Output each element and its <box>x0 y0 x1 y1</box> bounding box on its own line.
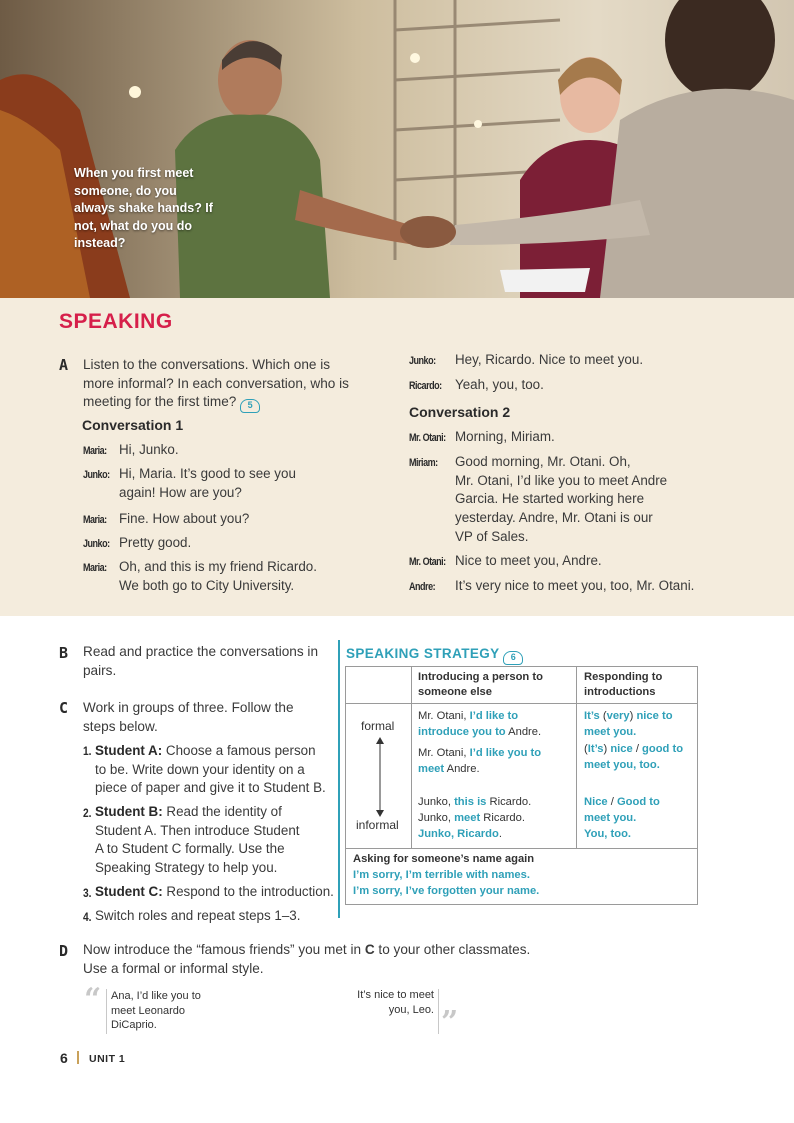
speaking-strategy-title: SPEAKING STRATEGY 6 <box>346 646 523 665</box>
formality-arrow-icon <box>374 737 386 817</box>
open-quote-icon: “ <box>84 982 102 1017</box>
informal-label: informal <box>356 818 399 832</box>
formal-label: formal <box>361 719 395 733</box>
example-speech-right: It’s nice to meet you, Leo. <box>357 989 434 1016</box>
conversation-2-title: Conversation 2 <box>409 404 511 420</box>
dialogue-line: Hi, Junko. <box>119 442 179 457</box>
speaker-label: Andre: <box>409 581 436 593</box>
audio-track-6-icon[interactable]: 6 <box>503 651 523 665</box>
step-2: Student B: Read the identity of Student A. Then introduce Student A to Student C formally. Use the Speaking Strategy to help you. <box>95 804 300 876</box>
dialogue-line: Good morning, Mr. Otani. Oh, Mr. Otani, I’d like you to meet Andre Garcia. He started working here yesterday. Andre, Mr. Otani is our VP of Sales. <box>455 454 668 544</box>
exercise-a-letter: A <box>59 356 69 374</box>
unit-label: UNIT 1 <box>89 1053 126 1065</box>
dialogue-line: Hey, Ricardo. Nice to meet you. <box>455 352 644 367</box>
audio-track-5-icon[interactable]: 5 <box>240 399 260 413</box>
step-number: 2. <box>83 806 92 820</box>
column-header-responding: Responding to introductions <box>584 671 663 698</box>
speaker-label: Junko: <box>83 469 110 481</box>
footer-separator <box>77 1051 79 1064</box>
table-divider <box>576 667 577 848</box>
step-1: Student A: Choose a famous person to be. Write down your identity on a piece of paper and give it to Student B. <box>95 743 326 796</box>
speaker-label: Mr. Otani: <box>409 432 446 444</box>
dialogue-line: It’s very nice to meet you, too, Mr. Otani. <box>455 578 695 593</box>
dialogue-line: Nice to meet you, Andre. <box>455 553 602 568</box>
formal-intro-2: Mr. Otani, I’d like you to meet Andre. <box>418 747 542 775</box>
dialogue-line: Oh, and this is my friend Ricardo. We both go to City University. <box>119 559 317 593</box>
exercise-c-instruction: Work in groups of three. Follow the steps below. <box>83 700 294 734</box>
section-title: SPEAKING <box>59 310 173 333</box>
speaker-label: Maria: <box>83 514 107 526</box>
step-number: 4. <box>83 910 92 924</box>
exercise-c-letter: C <box>59 699 69 717</box>
informal-response-list: Nice / Good to meet you. You, too. <box>584 796 660 840</box>
close-quote-icon: ” <box>441 1005 459 1040</box>
hero-photo <box>0 0 794 298</box>
bubble-rule <box>106 989 107 1034</box>
informal-intro-list: Junko, this is Ricardo. Junko, meet Ricardo. Junko, Ricardo. <box>418 796 532 840</box>
speaking-strategy-table <box>345 666 698 905</box>
speaker-label: Mr. Otani: <box>409 556 446 568</box>
photo-caption: When you first meet someone, do you always shake hands? If not, what do you do instead? <box>74 166 213 250</box>
formal-response-2: (It’s) nice / good to meet you, too. <box>584 743 684 771</box>
speaker-label: Junko: <box>83 538 110 550</box>
exercise-b-letter: B <box>59 644 69 662</box>
page-number: 6 <box>60 1050 68 1066</box>
table-divider <box>411 667 412 848</box>
exercise-b-instruction: Read and practice the conversations in pairs. <box>83 644 319 678</box>
column-header-introducing: Introducing a person to someone else <box>418 671 543 698</box>
dialogue-line: Fine. How about you? <box>119 511 250 526</box>
dialogue-line: Morning, Miriam. <box>455 429 555 444</box>
step-number: 3. <box>83 886 92 900</box>
handshake-illustration <box>0 0 794 298</box>
speaker-label: Maria: <box>83 445 107 457</box>
dialogue-line: Pretty good. <box>119 535 192 550</box>
formal-response-1: It’s (very) nice to meet you. <box>584 710 673 738</box>
dialogue-line: Hi, Maria. It’s good to see you again! How are you? <box>119 466 296 500</box>
exercise-d-letter: D <box>59 942 69 960</box>
step-3: Student C: Respond to the introduction. <box>95 884 334 899</box>
column-divider <box>338 640 340 918</box>
asking-name-again: Asking for someone’s name again I’m sorry, I’m terrible with names. I’m sorry, I’ve forgotten your name. <box>353 853 540 897</box>
speaker-label: Ricardo: <box>409 380 442 392</box>
exercise-d-instruction: Now introduce the “famous friends” you met in C to your other classmates. Use a formal or informal style. <box>83 942 531 976</box>
exercise-a-instruction: Listen to the conversations. Which one is more informal? In each conversation, who is meeting for the first time? 5 <box>83 356 383 413</box>
example-speech-left: Ana, I’d like you to meet Leonardo DiCaprio. <box>111 990 201 1031</box>
conversation-1-title: Conversation 1 <box>82 417 184 433</box>
formal-intro-1: Mr. Otani, I’d like to introduce you to Andre. <box>418 710 542 738</box>
bubble-rule <box>438 989 439 1034</box>
dialogue-line: Yeah, you, too. <box>455 377 544 392</box>
step-number: 1. <box>83 744 92 758</box>
speaker-label: Miriam: <box>409 457 438 469</box>
speaker-label: Junko: <box>409 355 436 367</box>
table-divider <box>346 703 697 704</box>
speaker-label: Maria: <box>83 562 107 574</box>
step-4: Switch roles and repeat steps 1–3. <box>95 908 301 923</box>
table-divider <box>346 848 697 849</box>
